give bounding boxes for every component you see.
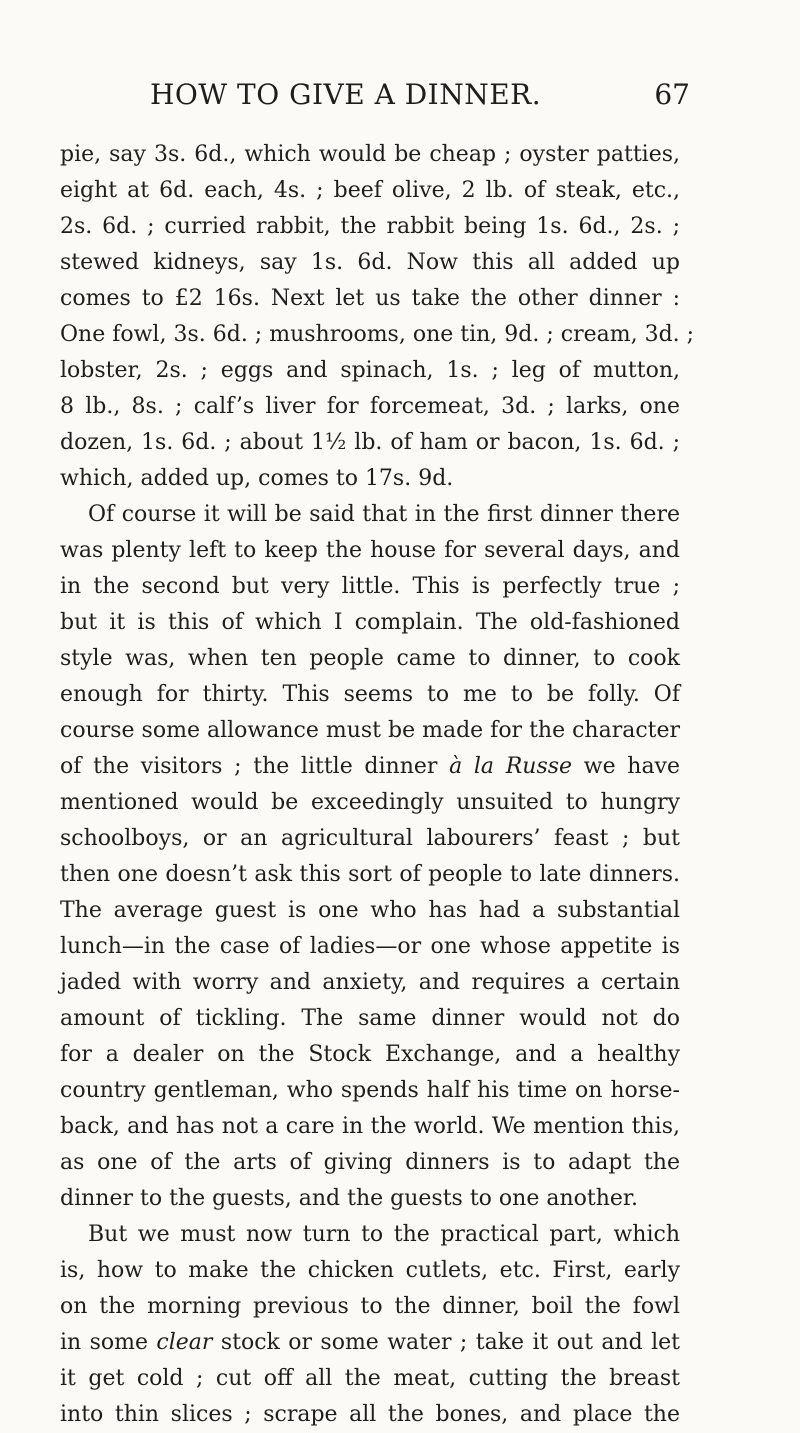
text-line: mentioned would be exceedingly unsuited to hungry	[60, 790, 680, 815]
text-segment: we have	[572, 754, 681, 779]
text-line: lobster, 2s. ; eggs and spinach, 1s. ; leg of mutton,	[60, 358, 680, 383]
text-line: eight at 6d. each, 4s. ; beef olive, 2 lb. of steak, etc.,	[60, 178, 680, 203]
text-line: on the morning previous to the dinner, boil the fowl	[60, 1294, 680, 1319]
italic-phrase: clear	[156, 1330, 213, 1355]
text-line: is, how to make the chicken cutlets, etc. First, early	[60, 1258, 680, 1283]
text-line: pie, say 3s. 6d., which would be cheap ; oyster patties,	[60, 142, 680, 167]
text-line: in the second but very little. This is perfectly true ;	[60, 574, 680, 599]
text-line: enough for thirty. This seems to me to be folly. Of	[60, 682, 680, 707]
running-title: HOW TO GIVE A DINNER.	[150, 78, 542, 111]
italic-phrase: à la Russe	[449, 754, 573, 779]
text-line: jaded with worry and anxiety, and requires a certain	[60, 970, 680, 995]
text-line: 8 lb., 8s. ; calf’s liver for forcemeat, 3d. ; larks, one	[60, 394, 680, 419]
text-line: into thin slices ; scrape all the bones, and place the	[60, 1402, 680, 1427]
text-line: which, added up, comes to 17s. 9d.	[60, 466, 454, 491]
text-line: as one of the arts of giving dinners is to adapt the	[60, 1150, 680, 1175]
text-line: comes to £2 16s. Next let us take the other dinner :	[60, 286, 680, 311]
text-line: One fowl, 3s. 6d. ; mushrooms, one tin, 9d. ; cream, 3d. ;	[60, 322, 695, 347]
text-line: style was, when ten people came to dinner, to cook	[60, 646, 680, 671]
text-line: then one doesn’t ask this sort of people to late dinners.	[60, 862, 680, 887]
text-line: dinner to the guests, and the guests to one another.	[60, 1186, 638, 1211]
text-line	[60, 749, 680, 785]
text-line: but it is this of which I complain. The old-fashioned	[60, 610, 680, 635]
text-line: The average guest is one who has had a substantial	[60, 898, 680, 923]
text-line: back, and has not a care in the world. We mention this,	[60, 1114, 680, 1139]
text-segment: in some	[60, 1330, 157, 1355]
page-header	[0, 78, 800, 118]
text-line: schoolboys, or an agricultural labourers’ feast ; but	[60, 826, 680, 851]
text-line: country gentleman, who spends half his time on horse-	[60, 1078, 680, 1103]
text-line: was plenty left to keep the house for several days, and	[60, 538, 680, 563]
text-line: lunch—in the case of ladies—or one whose appetite is	[60, 934, 680, 959]
text-segment: of the visitors ; the little dinner	[60, 754, 450, 779]
text-segment: stock or some water ; take it out and let	[212, 1330, 681, 1355]
text-line: 2s. 6d. ; curried rabbit, the rabbit being 1s. 6d., 2s. ;	[60, 214, 680, 239]
text-line: But we must now turn to the practical part, which	[88, 1222, 680, 1247]
body-text	[60, 137, 695, 1433]
text-line: stewed kidneys, say 1s. 6d. Now this all added up	[60, 250, 680, 275]
page-number: 67	[654, 78, 690, 111]
text-line: dozen, 1s. 6d. ; about 1½ lb. of ham or bacon, 1s. 6d. ;	[60, 430, 680, 455]
text-line: course some allowance must be made for the character	[60, 718, 681, 743]
text-line: Of course it will be said that in the first dinner there	[88, 502, 680, 527]
text-line: for a dealer on the Stock Exchange, and a healthy	[60, 1042, 680, 1067]
text-line: amount of tickling. The same dinner would not do	[60, 1006, 680, 1031]
text-line: it get cold ; cut off all the meat, cutting the breast	[60, 1366, 680, 1391]
text-line	[60, 1325, 680, 1361]
